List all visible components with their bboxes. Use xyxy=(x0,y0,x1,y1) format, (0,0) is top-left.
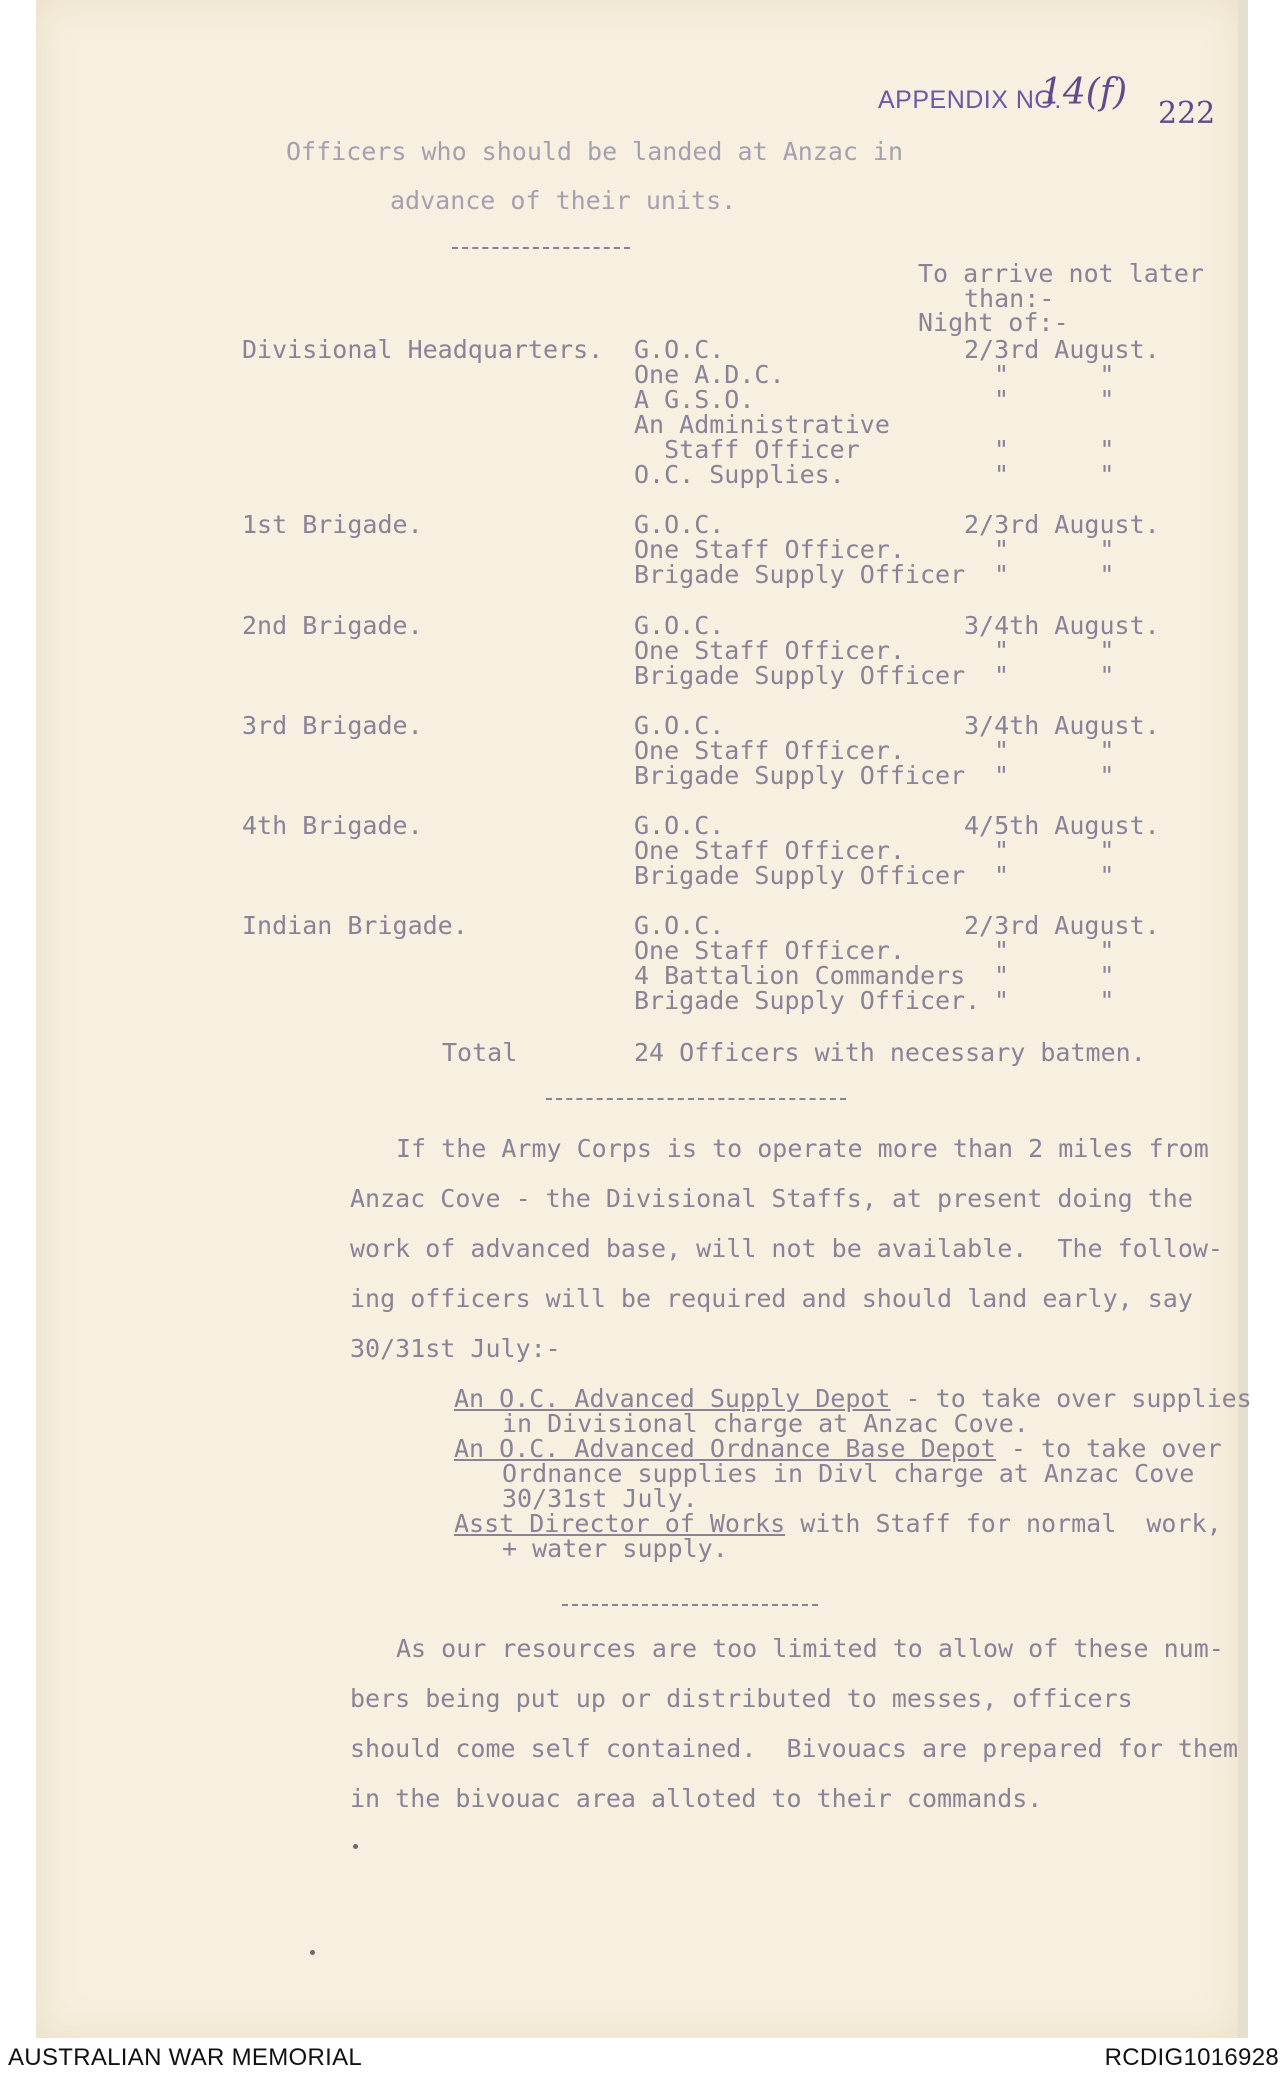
arrival-date: " " xyxy=(994,435,1115,464)
officer-entry: Brigade Supply Officer xyxy=(634,661,966,690)
requirement-2-rest: - to take over xyxy=(995,1434,1222,1463)
requirement-1-title: An O.C. Advanced Supply Depot xyxy=(454,1384,891,1413)
para1-line-3: work of advanced base, will not be available. The follow- xyxy=(350,1234,1223,1263)
requirement-3-title: Asst Director of Works xyxy=(454,1509,786,1538)
requirement-2 xyxy=(454,1436,1222,1461)
arrival-date: " " xyxy=(994,385,1115,414)
requirement-1 xyxy=(454,1386,1252,1411)
para2-line-4: in the bivouac area alloted to their commands. xyxy=(350,1784,1043,1813)
arrival-date: 2/3rd August. xyxy=(964,335,1160,364)
requirement-3-rest: with Staff for normal work, xyxy=(785,1509,1222,1538)
para1-line-2: Anzac Cove - the Divisional Staffs, at present doing the xyxy=(350,1184,1193,1213)
officer-entry: Brigade Supply Officer xyxy=(634,861,966,890)
arrival-date: " " xyxy=(994,836,1115,865)
page-number: 222 xyxy=(1158,96,1216,131)
requirements-divider xyxy=(562,1604,818,1606)
para2-line-1: As our resources are too limited to allow of these num- xyxy=(396,1634,1224,1663)
table-divider xyxy=(546,1098,846,1100)
arrival-header-line-2: than:- xyxy=(964,284,1055,313)
unit-name: 1st Brigade. xyxy=(242,510,423,539)
officer-entry: An Administrative xyxy=(634,410,890,439)
officer-entry: O.C. Supplies. xyxy=(634,460,845,489)
officer-entry: Brigade Supply Officer. xyxy=(634,986,981,1015)
para2-line-3: should come self contained. Bivouacs are prepared for them xyxy=(350,1734,1239,1763)
arrival-date: " " xyxy=(994,936,1115,965)
requirement-1-cont: in Divisional charge at Anzac Cove. xyxy=(502,1409,1029,1438)
paper-speck xyxy=(353,1844,358,1849)
officer-entry: G.O.C. xyxy=(634,611,725,640)
document-page xyxy=(36,0,1240,2038)
para1-line-4: ing officers will be required and should land early, say xyxy=(350,1284,1193,1313)
officer-entry: Brigade Supply Officer xyxy=(634,761,966,790)
requirement-2-cont-1: Ordnance supplies in Divl charge at Anzac Cove xyxy=(502,1459,1195,1488)
arrival-date: 4/5th August. xyxy=(964,811,1160,840)
unit-name: 3rd Brigade. xyxy=(242,711,423,740)
officer-entry: Staff Officer xyxy=(634,435,860,464)
officer-entry: G.O.C. xyxy=(634,510,725,539)
unit-name: 2nd Brigade. xyxy=(242,611,423,640)
arrival-header-line-1: To arrive not later xyxy=(918,259,1204,288)
arrival-date: " " xyxy=(994,761,1115,790)
requirement-3-cont: + water supply. xyxy=(502,1534,728,1563)
arrival-date: " " xyxy=(994,736,1115,765)
officer-entry: One Staff Officer. xyxy=(634,736,905,765)
para2-line-2: bers being put up or distributed to messes, officers xyxy=(350,1684,1133,1713)
arrival-date: 2/3rd August. xyxy=(964,510,1160,539)
title-line-1: Officers who should be landed at Anzac in xyxy=(286,137,904,166)
arrival-header-line-3: Night of:- xyxy=(918,308,1069,337)
officer-entry: A G.S.O. xyxy=(634,385,755,414)
officer-entry: 4 Battalion Commanders xyxy=(634,961,966,990)
arrival-date: " " xyxy=(994,861,1115,890)
total-label: Total xyxy=(442,1038,518,1067)
officer-entry: One Staff Officer. xyxy=(634,936,905,965)
arrival-date: 3/4th August. xyxy=(964,711,1160,740)
requirement-2-cont-2: 30/31st July. xyxy=(502,1484,698,1513)
unit-name: 4th Brigade. xyxy=(242,811,423,840)
officer-entry: Brigade Supply Officer xyxy=(634,560,966,589)
unit-name: Divisional Headquarters. xyxy=(242,335,604,364)
unit-name: Indian Brigade. xyxy=(242,911,468,940)
arrival-date: " " xyxy=(994,636,1115,665)
title-divider xyxy=(452,247,630,249)
arrival-date: " " xyxy=(994,535,1115,564)
officer-entry: One A.D.C. xyxy=(634,360,785,389)
para1-line-1: If the Army Corps is to operate more than 2 miles from xyxy=(396,1134,1209,1163)
arrival-date: " " xyxy=(994,360,1115,389)
requirement-2-title: An O.C. Advanced Ordnance Base Depot xyxy=(454,1434,996,1463)
arrival-date: " " xyxy=(994,961,1115,990)
officer-entry: One Staff Officer. xyxy=(634,535,905,564)
officer-entry: G.O.C. xyxy=(634,335,725,364)
para1-line-5: 30/31st July:- xyxy=(350,1334,561,1363)
arrival-date: " " xyxy=(994,560,1115,589)
requirement-3 xyxy=(454,1511,1222,1536)
arrival-date: 3/4th August. xyxy=(964,611,1160,640)
page-edge xyxy=(1238,0,1248,2038)
title-line-2: advance of their units. xyxy=(390,186,737,215)
total-value: 24 Officers with necessary batmen. xyxy=(634,1038,1146,1067)
footer-record-id: RCDIG1016928 xyxy=(1104,2044,1279,2071)
arrival-date: 2/3rd August. xyxy=(964,911,1160,940)
arrival-date: " " xyxy=(994,986,1115,1015)
appendix-number: 14(f) xyxy=(1040,72,1128,113)
officer-entry: G.O.C. xyxy=(634,811,725,840)
footer-archive-name: AUSTRALIAN WAR MEMORIAL xyxy=(8,2044,363,2071)
appendix-stamp: APPENDIX NO. xyxy=(878,86,1062,114)
officer-entry: One Staff Officer. xyxy=(634,836,905,865)
officer-entry: One Staff Officer. xyxy=(634,636,905,665)
officer-entry: G.O.C. xyxy=(634,711,725,740)
officer-entry: G.O.C. xyxy=(634,911,725,940)
arrival-date: " " xyxy=(994,661,1115,690)
arrival-date: " " xyxy=(994,460,1115,489)
requirement-1-rest: - to take over supplies xyxy=(890,1384,1252,1413)
paper-speck xyxy=(310,1950,315,1955)
